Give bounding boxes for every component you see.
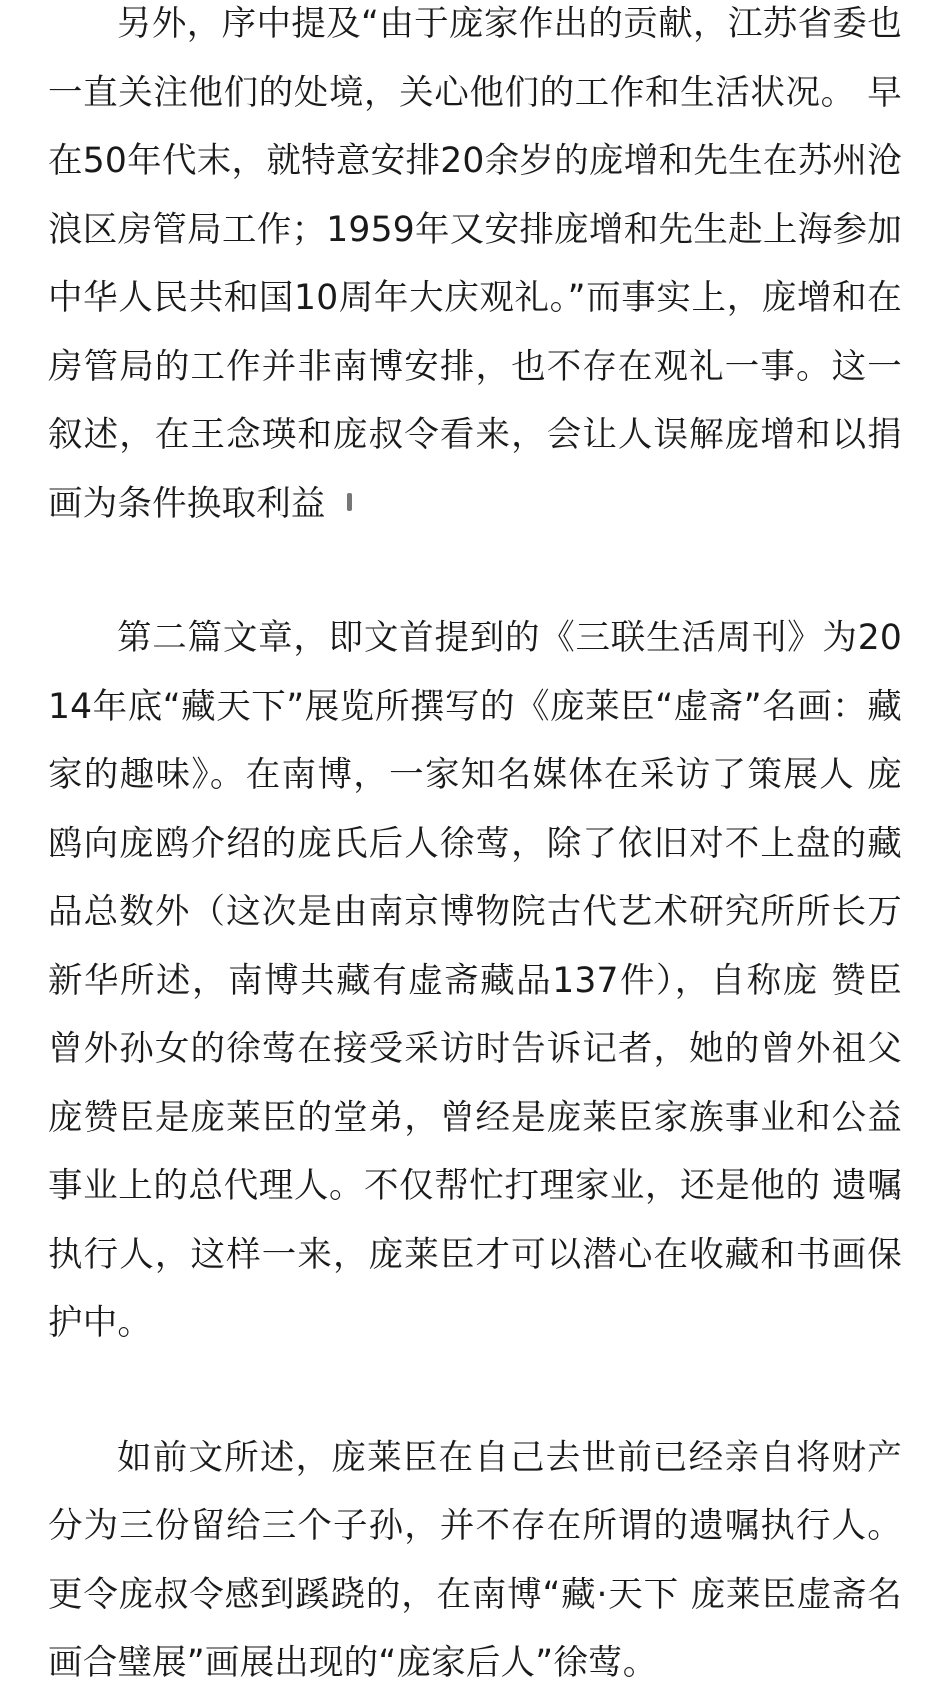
- text-fade-icon: [326, 489, 360, 515]
- paragraph-2: 第二篇文章，即文首提到的《三联生活周刊》为2014年底“藏天下”展览所撰写的《庞莱臣“虚斋”名画：藏家的趣味》。在南博，一家知名媒体在采访了策展人 庞鸥向庞鸥介绍的庞氏后人徐莺，除了依旧对不上盘的藏品总数外（这次是由南京博物院古代艺术研究所所长万新华所述，南博共藏有虚斋藏品137件），自称庞 赞臣曾外孙女的徐莺在接受采访时告诉记者，她的曾外祖父庞赞臣是庞莱臣的堂弟，曾经是庞莱臣家族事业和公益事业上的总代理人。不仅帮忙打理家业，还是他的 遗嘱执行人，这样一来，庞莱臣才可以潜心在收藏和书画保护中。: [48, 618, 902, 1343]
- paragraph-3: 如前文所述，庞莱臣在自己去世前已经亲自将财产分为三份留给三个子孙，并不存在所谓的遗嘱执行人。更令庞叔令感到蹊跷的，在南博“藏·天下 庞莱臣虚斋名画合璧展”画展出现的“庞家后人”徐莺。: [48, 1437, 902, 1683]
- paragraph-1: [48, 0, 902, 538]
- paragraph-1-text: 另外，序中提及“由于庞家作出的贡献，江苏省委也一直关注他们的处境，关心他们的工作和生活状况。 早在50年代末，就特意安排20余岁的庞增和先生在苏州沧浪区房管局工作；1959年又安排庞增和先生赴上海参加中华人民共和国10周年大庆观礼。”而事实上，庞增和在房管局的工作并非南博安排，也不存在观礼一事。这一叙述，在王念瑛和庞叔令看来，会让人误解庞增和以捐画为条件换取利益: [48, 4, 902, 524]
